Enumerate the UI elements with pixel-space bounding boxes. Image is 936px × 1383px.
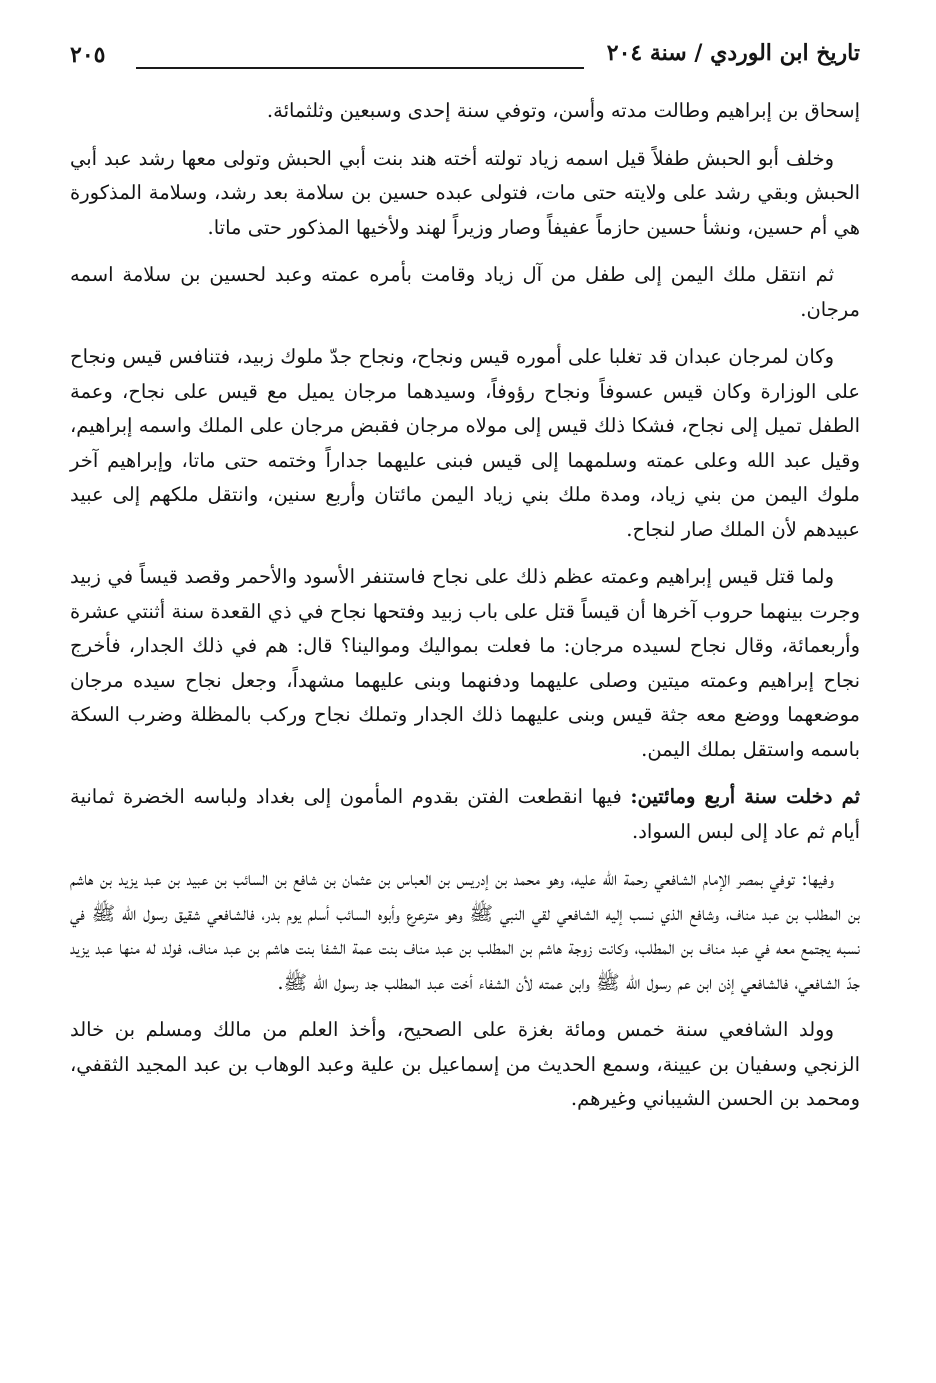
paragraph-3: ثم انتقل ملك اليمن إلى طفل من آل زياد وقامت بأمره عمته وعبد لحسين بن سلامة اسمه مرجان. xyxy=(70,263,860,321)
page-header xyxy=(70,40,860,76)
page-number: ٢٠٥ xyxy=(70,42,106,68)
paragraph-6 xyxy=(70,780,860,849)
running-title: تاريخ ابن الوردي / سنة ٢٠٤ xyxy=(606,40,860,66)
paragraph-7: وفيها: توفي بمصر الإمام الشافعي رحمة الله عليه، وهو محمد بن إدريس بن العباس بن عثمان بن شافع بن السائب بن عبيد بن عبد يزيد بن هاشم بن المطلب بن عبد مناف، وشافع الذي نسب إليه الشافعي لقي النبي ﷺ وهو مترعرع وأبوه السائب أسلم يوم بدر، فالشافعي شقيق رسول الله ﷺ في نسبه يجتمع معه في عبد مناف بن المطلب، وكانت زوجة هاشم بن المطلب بن عبد مناف بنت عمة الشفا بنت هاشم بن عبد مناف، فولد له منها عبد يزيد جدّ الشافعي، فالشافعي إذن ابن عم رسول الله ﷺ وابن عمته لأن الشفاء أخت عبد المطلب جد رسول الله ﷺ. xyxy=(70,867,860,994)
paragraph-4: وكان لمرجان عبدان قد تغلبا على أموره قيس ونجاح، ونجاح جدّ ملوك زبيد، فتنافس قيس ونجاح على الوزارة وكان قيس عسوفاً ونجاح رؤوفاً، وسيدهما مرجان يميل مع قيس على نجاح، وعمة الطفل تميل إلى نجاح، فشكا ذلك قيس إلى مولاه مرجان فقبض مرجان على الملك واسمه إبراهيم، وقيل عبد الله وعلى عمته وسلمهما إلى قيس فبنى عليهما جداراً وختمه حتى ماتا، وإبراهيم آخر ملوك اليمن من بني زياد، ومدة ملك بني زياد اليمن مائتان وأربع سنين، وانتقل ملكهم إلى عبيد عبيدهم لأن الملك صار لنجاح. xyxy=(70,345,860,541)
paragraph-5: ولما قتل قيس إبراهيم وعمته عظم ذلك على نجاح فاستنفر الأسود والأحمر وقصد قيساً في زبيد وجرت بينهما حروب آخرها أن قيساً قتل على باب زبيد وفتحها نجاح في ذي القعدة سنة أثنتي عشرة وأربعمائة، وقال نجاح لسيده مرجان: ما فعلت بمواليك وموالينا؟ قال: هم في ذلك الجدار، فأخرج نجاح إبراهيم وعمته ميتين وصلى عليهما ودفنهما وبنى عليهما مشهداً، وجعل نجاح سيده مرجان موضعهما ووضع معه جثة قيس وبنى عليهما ذلك الجدار وتملك نجاح وركب بالمظلة وضرب السكة باسمه واستقل بملك اليمن. xyxy=(70,565,861,761)
header-rule xyxy=(136,67,584,69)
paragraph-2: وخلف أبو الحبش طفلاً قيل اسمه زياد تولته أخته هند بنت أبي الحبش وتولى معها رشد عبد أبي الحبش وبقي رشد على ولايته حتى مات، فتولى عبده حسين بن سلامة بعد رشد، وسلامة المذكورة هي أم حسين، ونشأ حسين حازماً عفيفاً وصار وزيراً لهند ولأخيها المذكور حتى ماتا. xyxy=(70,146,860,239)
year-heading: ثم دخلت سنة أربع ومائتين: xyxy=(630,785,861,808)
paragraph-8: وولد الشافعي سنة خمس ومائة بغزة على الصحيح، وأخذ العلم من مالك ومسلم بن خالد الزنجي وسفيان بن عيينة، وسمع الحديث من إسماعيل بن علية وعبد الوهاب بن عبد المجيد الثقفي، ومحمد بن الحسن الشيباني وغيرهم. xyxy=(70,1018,860,1110)
paragraph-6-text: فيها انقطعت الفتن بقدوم المأمون إلى بغداد ولباسه الخضرة ثمانية أيام ثم عاد إلى لبس السواد. xyxy=(70,785,860,843)
paragraph-1: إسحاق بن إبراهيم وطالت مدته وأسن، وتوفي سنة إحدى وسبعين وثلثمائة. xyxy=(266,99,860,122)
page-body xyxy=(70,94,860,1130)
